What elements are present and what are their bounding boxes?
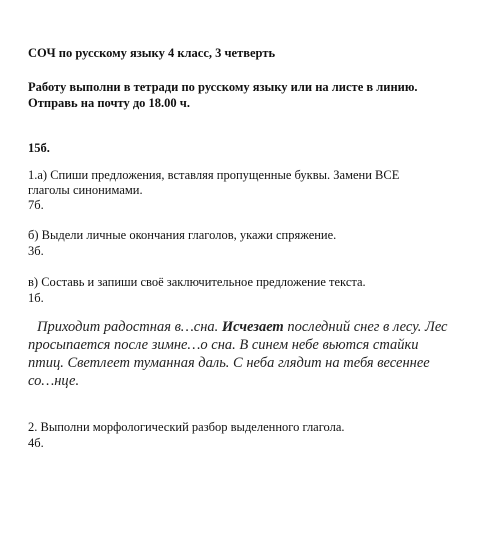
- task-1a-line-1: 1.а) Спиши предложения, вставляя пропущенные буквы. Замени ВСЕ: [28, 168, 400, 182]
- task-1a-line-2: глаголы синонимами.: [28, 183, 143, 197]
- instruction-line-2: Отправь на почту до 18.00 ч.: [28, 96, 190, 110]
- passage-line-4: со…нце.: [28, 373, 80, 389]
- instruction-line-1: Работу выполни в тетради по русскому языку или на листе в линию.: [28, 80, 418, 94]
- highlighted-verb: Исчезает: [221, 319, 284, 335]
- passage-line-1: [28, 318, 478, 336]
- task-1a-points: 7б.: [28, 198, 44, 212]
- passage-line-3: птиц. Светлеет туманная даль. С неба глядит на тебя весеннее: [28, 355, 430, 371]
- task-1c-points: 1б.: [28, 291, 44, 305]
- task-1c-text: в) Составь и запиши своё заключительное предложение текста.: [28, 275, 366, 289]
- document-title: СОЧ по русскому языку 4 класс, 3 четверть: [28, 46, 276, 60]
- task-2-text: 2. Выполни морфологический разбор выделенного глагола.: [28, 420, 345, 434]
- task-2-points: 4б.: [28, 436, 44, 450]
- passage-line-1-part-2: последний снег в лесу. Лес: [283, 319, 448, 335]
- passage-line-1-part-1: Приходит радостная в…сна.: [37, 319, 222, 335]
- total-points: 15б.: [28, 141, 50, 155]
- text-passage: [28, 318, 478, 390]
- passage-line-2: просыпается после зимне…о сна. В синем небе вьются стайки: [28, 337, 419, 353]
- task-1b-text: б) Выдели личные окончания глаголов, укажи спряжение.: [28, 228, 337, 242]
- task-1b-points: 3б.: [28, 244, 44, 258]
